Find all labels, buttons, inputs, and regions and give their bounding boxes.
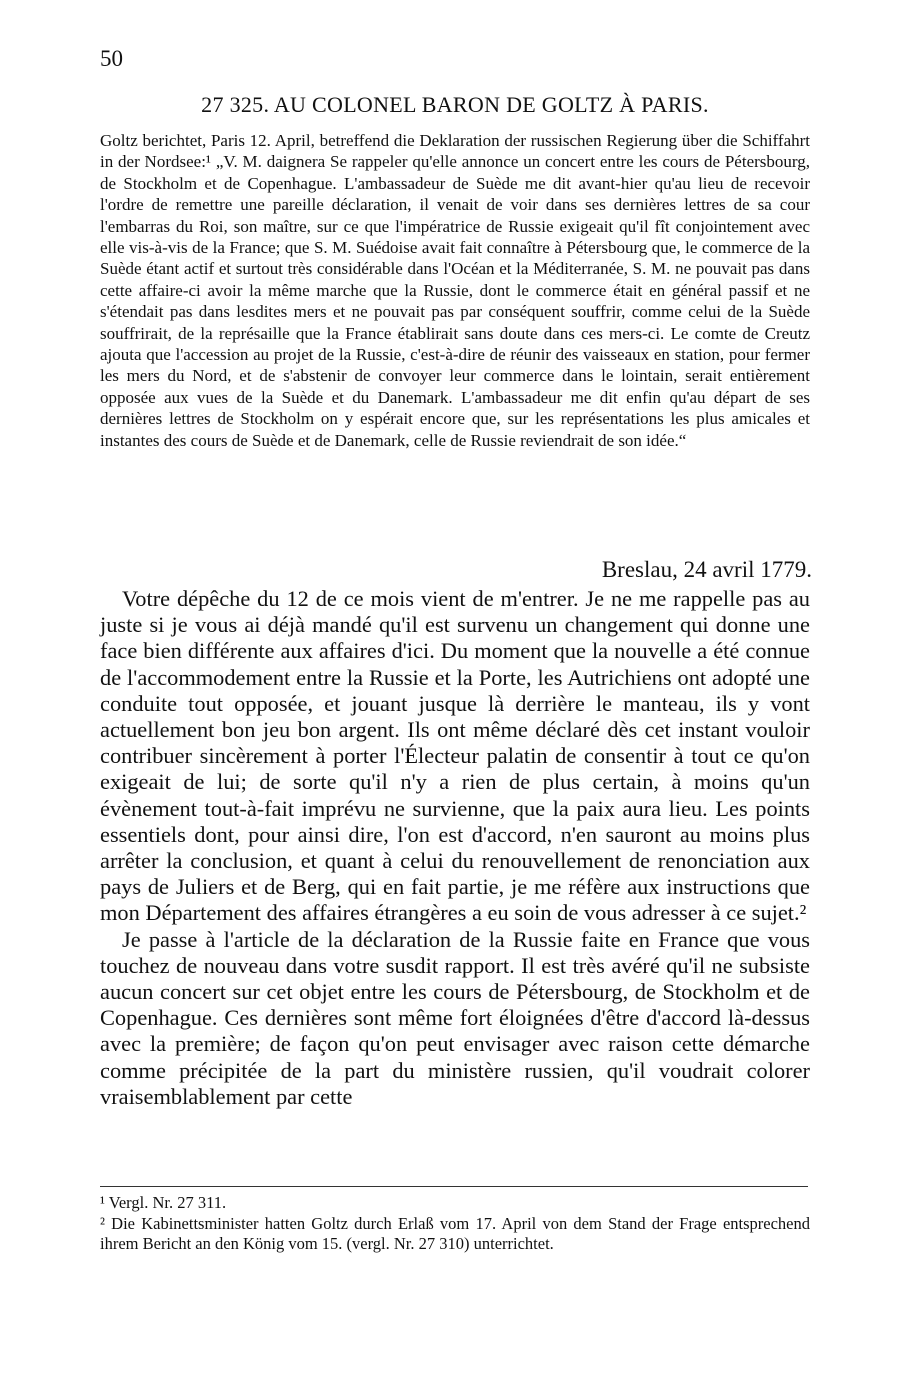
footnote: ¹ Vergl. Nr. 27 311. [100, 1193, 227, 1212]
footnote-divider [100, 1186, 808, 1187]
footnotes [100, 1193, 810, 1255]
body-paragraph: Votre dépêche du 12 de ce mois vient de m'entrer. Je ne me rappelle pas au juste si je vous ai déjà mandé qu'il est survenu un changement qui donne une face bien différente aux affaires d'ici. Du moment que la nouvelle a été connue de l'accommodement entre la Russie et la Porte, les Autrichiens ont adopté une conduite tout opposée, et jouant jusque là derrière le manteau, ils y vont actuellement bon jeu bon argent. Ils ont même déclaré dès cet instant vouloir contribuer sincèrement à porter l'Électeur palatin de consentir à tout ce qu'on exigeait de lui; de sorte qu'il n'y a rien de plus certain, à moins qu'un évènement tout-à-fait imprévu ne survienne, que la paix aura lieu. Les points essentiels dont, pour ainsi dire, l'on est d'accord, n'en sauront au moins plus arrêter la conclusion, et quant à celui du renouvellement de renonciation aux pays de Juliers et de Berg, qui en fait partie, je me réfère aux instructions que mon Département des affaires étrangères a eu soin de vous adresser à ce sujet.² [100, 586, 810, 926]
body-paragraph: Je passe à l'article de la déclaration de la Russie faite en France que vous touchez de nouveau dans votre susdit rapport. Il est très avéré qu'il ne subsiste aucun concert sur cet objet entre les cours de Pétersbourg, de Stockholm et de Copenhague. Ces dernières sont même fort éloignées d'être d'accord là-dessus avec la première; de façon qu'on peut envisager avec raison cette démarche comme précipitée de la part du ministère russien, qu'il voudrait colorer vraisemblablement par cette [100, 926, 810, 1109]
report-summary: Goltz berichtet, Paris 12. April, betreffend die Deklaration der russischen Regierung über die Schiffahrt in der Nordsee:¹ „V. M. daignera Se rappeler qu'elle annonce un concert entre les cours de Pétersbourg, de Stockholm et de Copenhague. L'ambassadeur de Suède me dit avant-hier qu'au lieu de recevoir l'ordre de remettre une pareille déclaration, il venait de voir dans ses dernières lettres de sa cour l'embarras du Roi, son maître, sur ce que l'impératrice de Russie exigeait qu'il fît conjointement avec elle vis-à-vis de la France; que S. M. Suédoise avait fait connaître à Pétersbourg que, le commerce de la Suède étant actif et surtout très considérable dans l'Océan et la Méditerranée, S. M. ne pouvait pas dans cette affaire-ci avoir la même marche que la Russie, dont le commerce était en général passif et ne s'étendait pas dans lesdites mers et ne pouvait pas par conséquent souffrir, comme celui de la Suède souffrirait, de la représaille que la France établirait sans doute dans ces mers-ci. Le comte de Creutz ajouta que l'accession au projet de la Russie, c'est-à-dire de réunir des vaisseaux en station, pour fermer les mers du Nord, et de s'abstenir de convoyer leur commerce dans le lointain, serait entièrement opposée aux vues de la Suède et du Danemark. L'ambassadeur me dit enfin qu'au départ de ses dernières lettres de Stockholm on y espérait encore que, sur les représentations les plus amicales et instantes des cours de Suède et de Danemark, celle de Russie reviendrait de son idée.“ [100, 131, 810, 450]
letter-body [100, 586, 810, 1110]
page-number: 50 [100, 46, 123, 71]
letter-dateline: Breslau, 24 avril 1779. [601, 557, 812, 582]
letter-heading: 27 325. AU COLONEL BARON DE GOLTZ À PARIS. [201, 92, 709, 117]
footnote: ² Die Kabinettsminister hatten Goltz durch Erlaß vom 17. April von dem Stand der Frage entsprechend ihrem Bericht an den König vom 15. (vergl. Nr. 27 310) unterrichtet. [100, 1213, 810, 1253]
